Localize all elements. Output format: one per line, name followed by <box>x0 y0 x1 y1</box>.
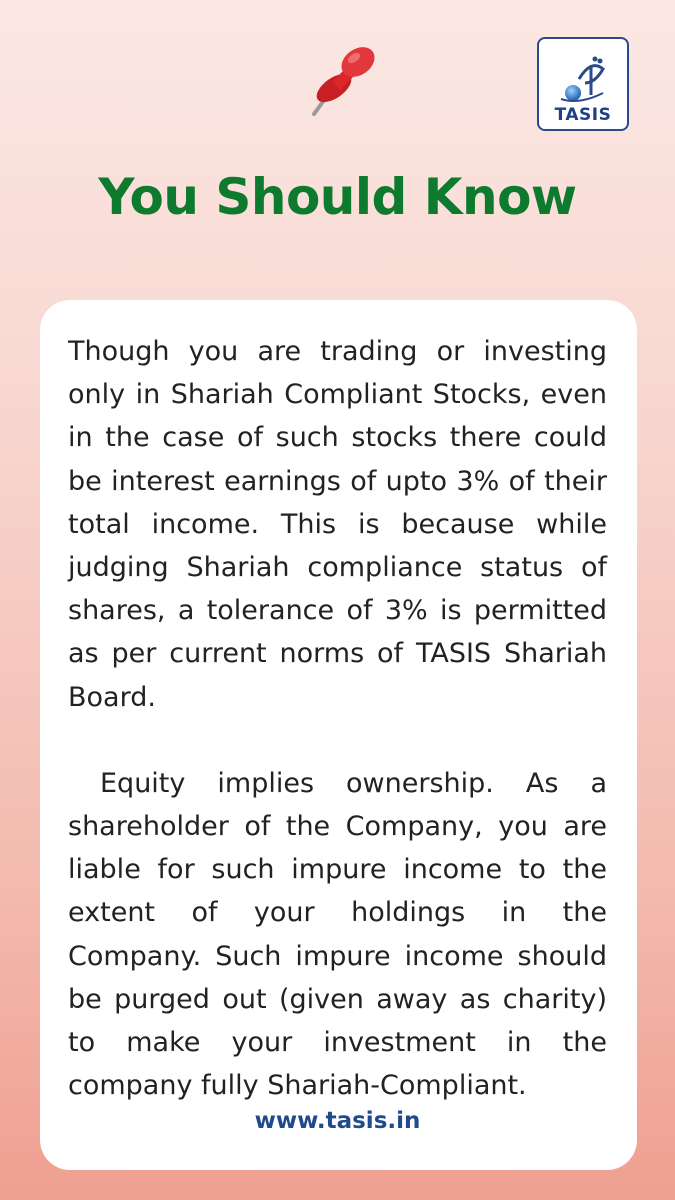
paragraph-1: Though you are trading or investing only in Shariah Compliant Stocks, even in the case of such stocks there could be interest earnings of upto 3% of their total income. This is because while judging Shariah compliance status of shares, a tolerance of 3% is permitted as per current norms of TASIS Shariah Board. <box>68 336 607 713</box>
content-card <box>40 300 637 1170</box>
tasis-logo <box>537 37 629 131</box>
pushpin-icon <box>296 40 386 120</box>
logo-name: TASIS <box>554 105 612 125</box>
paragraph-2: Equity implies ownership. As a shareholder of the Company, you are liable for such impure income to the extent of your holdings in the Company. Such impure income should be purged out (given away as charity) to make your investment in the company fully Shariah-Compliant. <box>68 767 607 1102</box>
website-link[interactable]: www.tasis.in <box>254 1108 421 1134</box>
page-title: You Should Know <box>98 168 577 226</box>
